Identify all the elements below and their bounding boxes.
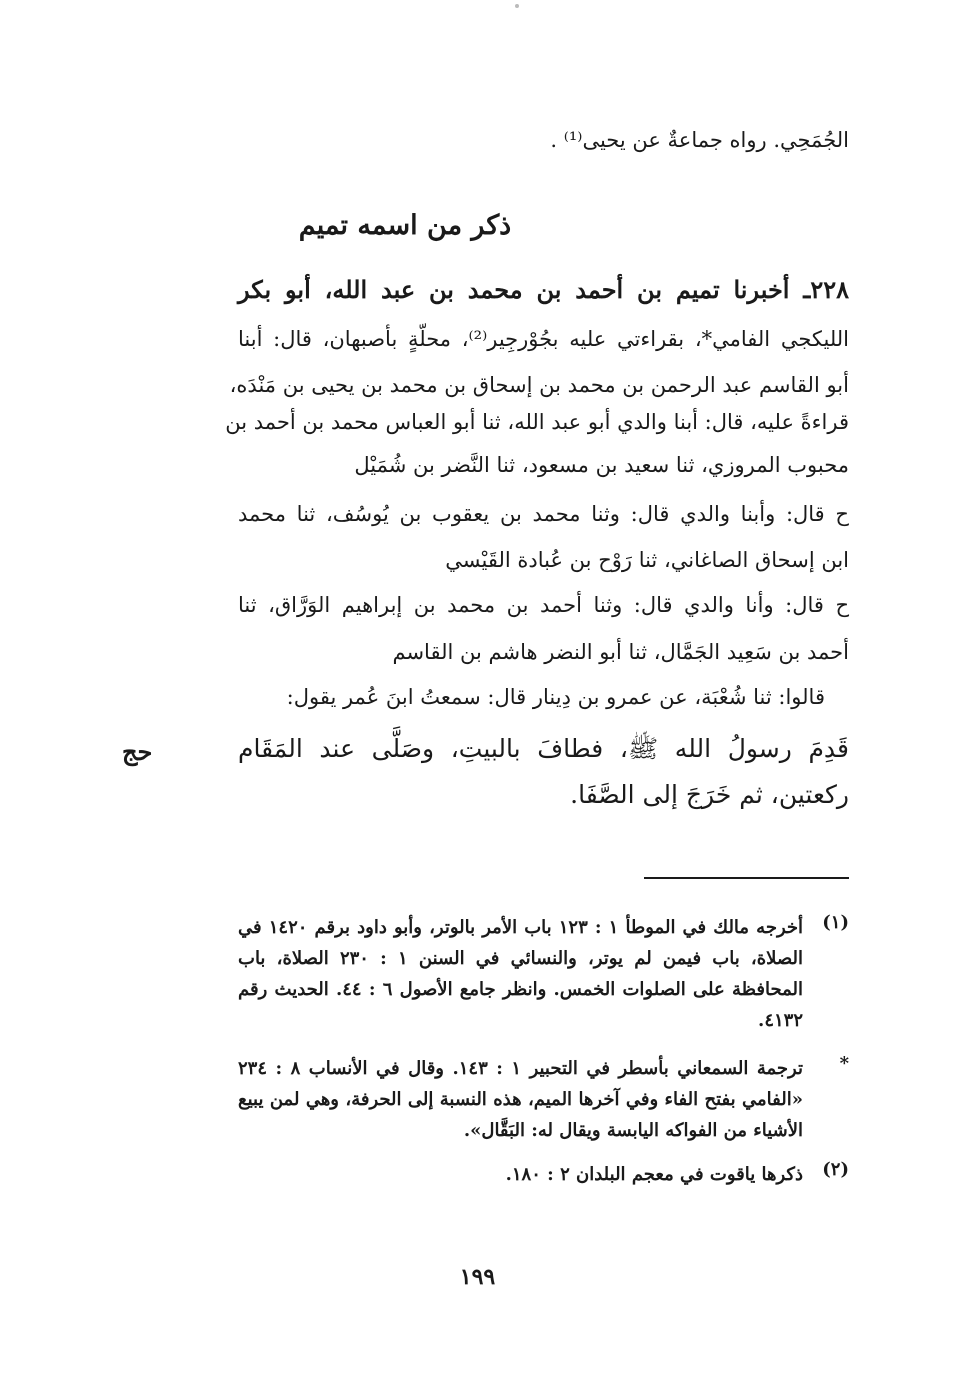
entry-line-5: محبوب المروزي، ثنا سعيد بن مسعود، ثنا النَّضر بن شُمَيْل bbox=[354, 453, 849, 477]
scan-dot bbox=[515, 4, 519, 8]
entry-line-10: قالوا: ثنا شُعْبَة، عن عمرو بن دِينار قال: سمعتُ ابنَ عُمر يقول: bbox=[286, 685, 825, 709]
section-heading: ذكر من اسمه تميم bbox=[298, 210, 512, 241]
page-number: ١٩٩ bbox=[459, 1264, 496, 1290]
footnote-marker: (١) bbox=[822, 912, 849, 933]
footnote-separator bbox=[644, 877, 849, 879]
footnote-1 bbox=[238, 912, 849, 1036]
entry-line-8: ح قال: وأنا والدي قال: وثنا أحمد بن محمد بن إبراهيم الوَرَّاق، ثنا bbox=[238, 593, 849, 617]
entry-line-2: الليكجي الفامي*، بقراءتي عليه بجُوْرجِير⁽²⁾، محلّةٍ بأصبهان، قال: أبنا bbox=[238, 327, 850, 351]
entry-line-9: أحمد بن سَعِيد الجَمَّال، ثنا أبو النضر هاشم بن القاسم bbox=[392, 640, 849, 664]
footnote-marker: * bbox=[839, 1053, 849, 1074]
entry-line-1: ٢٢٨ـ أخبرنا تميم بن أحمد بن محمد بن عبد الله، أبو بكر bbox=[238, 275, 849, 304]
footnote-2 bbox=[238, 1053, 849, 1146]
entry-line-7: ابن إسحاق الصاغاني، ثنا رَوْح بن عُبادة القَيْسي bbox=[445, 548, 849, 572]
footnote-marker: (٢) bbox=[822, 1159, 849, 1180]
margin-note: حج bbox=[122, 737, 153, 766]
footnote-text: ترجمة السمعاني بأسطر في التحبير ١ : ١٤٣. وقال في الأنساب ٨ : ٢٣٤ «الفامي بفتح الفاء وفي آخرها الميم، هذه النسبة إلى الحرفة، وهي لمن يبيع الأشياء من الفواكه اليابسة ويقال له: البَقَّال». bbox=[238, 1058, 803, 1141]
footnote-text: أخرجه مالك في الموطأ ١ : ١٢٣ باب الأمر بالوتر، وأبو داود برقم ١٤٢٠ في الصلاة، باب فيمن لم يوتر، والنسائي في السنن ١ : ٢٣٠ الصلاة، باب المحافظة على الصلوات الخمس. وانظر جامع الأصول ٦ : ٤٤. الحديث رقم ٤١٣٢. bbox=[238, 917, 804, 1031]
hadith-line-2: ركعتين، ثم خَرَجَ إلى الصَّفَا. bbox=[570, 780, 849, 809]
footnote-text: ذكرها ياقوت في معجم البلدان ٢ : ١٨٠. bbox=[505, 1164, 803, 1185]
top-line: الجُمَحِي. رواه جماعةٌ عن يحيى⁽¹⁾ . bbox=[550, 128, 849, 152]
hadith-line-1: قَدِمَ رسولُ الله ﷺ، فطافَ بالبيتِ، وصَلَّى عند المَقَام bbox=[238, 734, 849, 763]
footnote-3 bbox=[238, 1159, 849, 1190]
entry-line-4: قراءةً عليه، قال: أبنا والدي أبو عبد الله، ثنا أبو العباس محمد بن أحمد بن bbox=[225, 410, 849, 434]
entry-line-3: أبو القاسم عبد الرحمن بن محمد بن إسحاق بن محمد بن يحيى بن مَنْدَه، bbox=[229, 373, 849, 397]
entry-line-6: ح قال: وأبنا والدي قال: وثنا محمد بن يعقوب بن يُوسُف، ثنا محمد bbox=[238, 502, 849, 526]
